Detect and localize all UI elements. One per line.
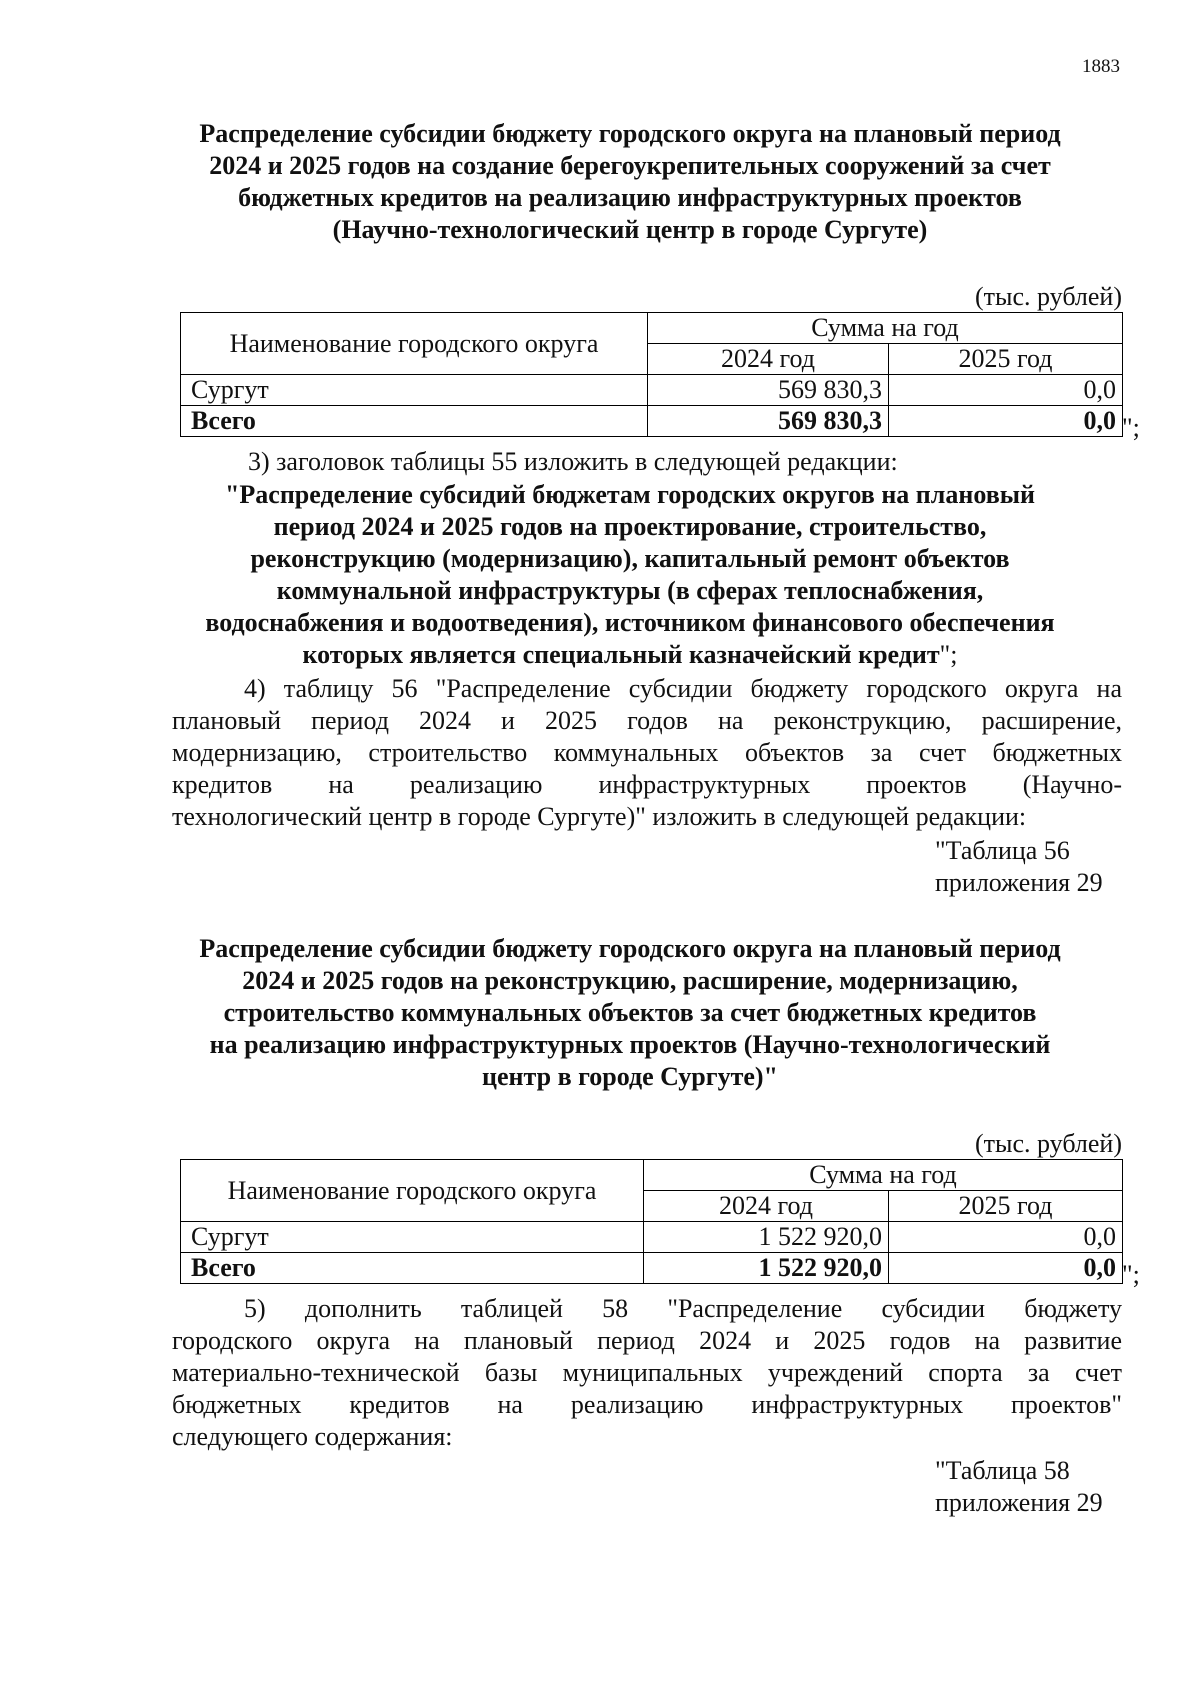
title-line: строительство коммунальных объектов за счет бюджетных кредитов — [223, 998, 1037, 1027]
total-row — [181, 1253, 1123, 1284]
title-line: Распределение субсидии бюджету городского округа на плановый период — [199, 934, 1061, 963]
title-line: бюджетных кредитов на реализацию инфраструктурных проектов — [238, 183, 1022, 212]
item3-text: 3) заголовок таблицы 55 изложить в следующей редакции: — [248, 447, 898, 476]
item4-paragraph — [172, 673, 1122, 833]
total-value-2024: 569 830,3 — [648, 406, 889, 437]
unit-label: (тыс. рублей) — [974, 1129, 1122, 1158]
col-header-2024: 2024 год — [648, 344, 889, 375]
paragraph-line: плановый период 2024 и 2025 годов на реконструкцию, расширение, — [172, 706, 1122, 735]
paragraph-line: 4) таблицу 56 "Распределение субсидии бюджету городского округа на — [244, 674, 1122, 703]
paragraph-line: 5) дополнить таблицей 58 "Распределение субсидии бюджету — [244, 1294, 1122, 1323]
col-header-group: Сумма на год — [648, 313, 1123, 344]
title-line: реконструкцию (модернизацию), капитальный ремонт объектов — [250, 544, 1010, 573]
row-name: Сургут — [181, 1222, 644, 1253]
title-line: Распределение субсидии бюджету городского округа на плановый период — [199, 119, 1061, 148]
unit-label: (тыс. рублей) — [974, 282, 1122, 311]
page-number: 1883 — [1082, 56, 1120, 77]
paragraph-line: кредитов на реализацию инфраструктурных проектов (Научно- — [172, 770, 1122, 799]
row-name: Сургут — [181, 375, 648, 406]
closing-quote: "; — [1122, 1260, 1140, 1289]
title-line: водоснабжения и водоотведения), источником финансового обеспечения — [205, 608, 1055, 637]
table-ref-line: приложения 29 — [935, 1488, 1103, 1517]
total-value-2025: 0,0 — [889, 1253, 1123, 1284]
table-ref-58 — [935, 1455, 1103, 1519]
section2-title — [150, 933, 1110, 1093]
distribution-table-1 — [180, 312, 1123, 437]
item3-paragraph — [172, 446, 1122, 478]
paragraph-line: следующего содержания: — [172, 1422, 453, 1451]
title-line: на реализацию инфраструктурных проектов (Научно-технологический — [209, 1030, 1051, 1059]
title-line-bold: которых является специальный казначейский кредит — [302, 640, 940, 669]
table-ref-56 — [935, 835, 1103, 899]
section1-title — [150, 118, 1110, 246]
total-value-2025: 0,0 — [889, 406, 1123, 437]
table-ref-line: приложения 29 — [935, 868, 1103, 897]
paragraph-line: бюджетных кредитов на реализацию инфраструктурных проектов" — [172, 1390, 1122, 1419]
title-line: коммунальной инфраструктуры (в сферах теплоснабжения, — [276, 576, 984, 605]
paragraph-line: технологический центр в городе Сургуте)" изложить в следующей редакции: — [172, 802, 1027, 831]
title-line: центр в городе Сургуте)" — [482, 1062, 778, 1091]
col-header-2025: 2025 год — [889, 1191, 1123, 1222]
closing-quote: "; — [1122, 413, 1140, 442]
item5-paragraph — [172, 1293, 1122, 1453]
col-header-2025: 2025 год — [889, 344, 1123, 375]
title-line: "Распределение субсидий бюджетам городских округов на плановый — [224, 480, 1036, 509]
total-name: Всего — [181, 406, 648, 437]
distribution-table-2 — [180, 1159, 1123, 1284]
col-header-name: Наименование городского округа — [181, 1160, 644, 1222]
title-line — [150, 639, 1110, 671]
col-header-name: Наименование городского округа — [181, 313, 648, 375]
table-ref-line: "Таблица 58 — [935, 1456, 1070, 1485]
col-header-2024: 2024 год — [644, 1191, 889, 1222]
paragraph-line: модернизацию, строительство коммунальных объектов за счет бюджетных — [172, 738, 1122, 767]
item3-title — [150, 479, 1110, 671]
total-row — [181, 406, 1123, 437]
table-row — [181, 1222, 1123, 1253]
title-line: (Научно-технологический центр в городе Сургуте) — [332, 215, 928, 244]
title-line: 2024 и 2025 годов на реконструкцию, расширение, модернизацию, — [242, 966, 1018, 995]
title-line: период 2024 и 2025 годов на проектирование, строительство, — [273, 512, 987, 541]
paragraph-line: городского округа на плановый период 2024 и 2025 годов на развитие — [172, 1326, 1122, 1355]
row-value-2024: 1 522 920,0 — [644, 1222, 889, 1253]
row-value-2025: 0,0 — [889, 375, 1123, 406]
row-value-2025: 0,0 — [889, 1222, 1123, 1253]
row-value-2024: 569 830,3 — [648, 375, 889, 406]
title-line: 2024 и 2025 годов на создание берегоукрепительных сооружений за счет — [209, 151, 1051, 180]
table-ref-line: "Таблица 56 — [935, 836, 1070, 865]
col-header-group: Сумма на год — [644, 1160, 1123, 1191]
paragraph-line: материально-технической базы муниципальных учреждений спорта за счет — [172, 1358, 1122, 1387]
total-value-2024: 1 522 920,0 — [644, 1253, 889, 1284]
total-name: Всего — [181, 1253, 644, 1284]
title-line-tail: "; — [939, 640, 958, 669]
table-row — [181, 375, 1123, 406]
